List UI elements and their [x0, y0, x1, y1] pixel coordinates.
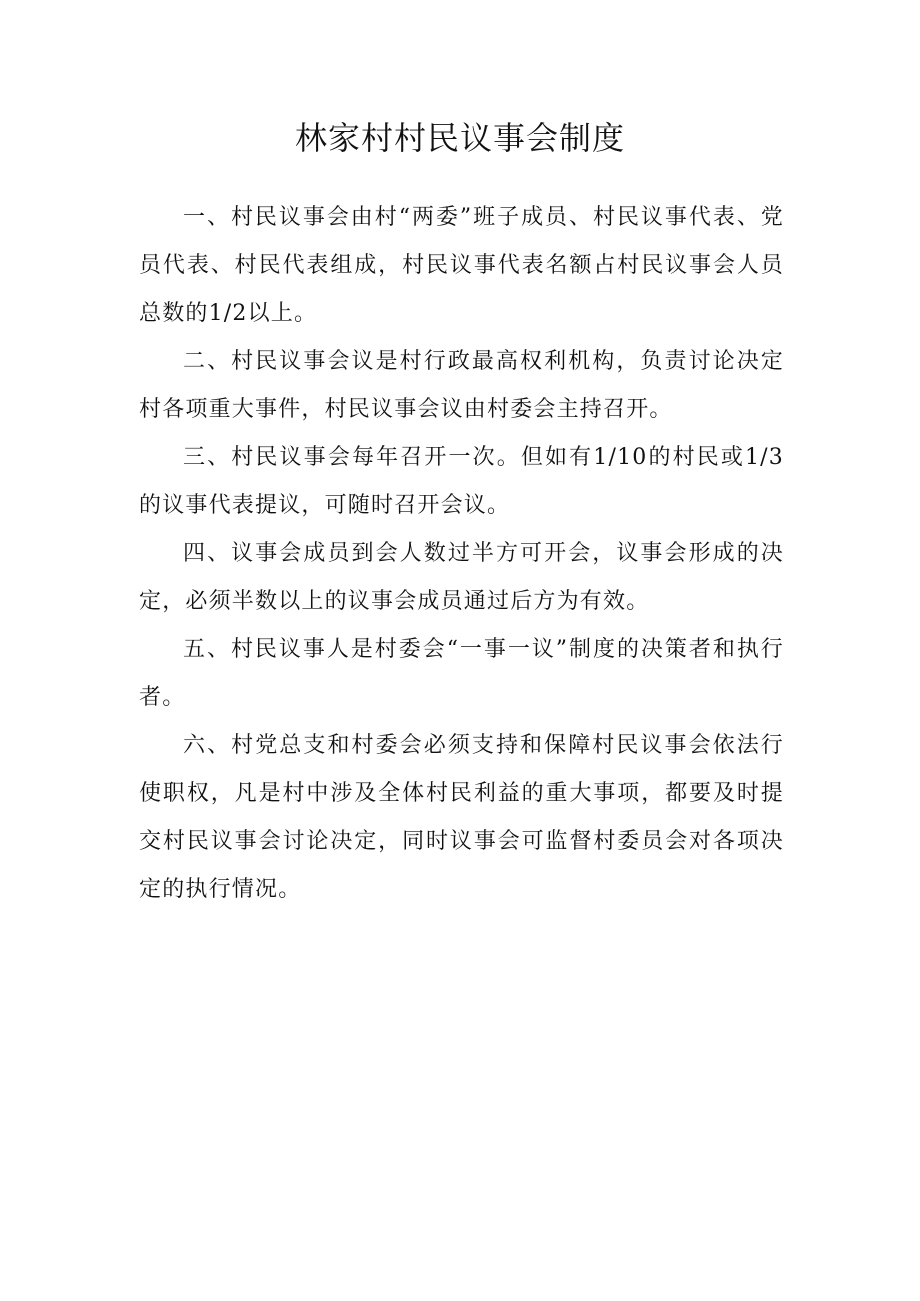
paragraph-1: 一、村民议事会由村“两委”班子成员、村民议事代表、党员代表、村民代表组成，村民议事代表名额占村民议事会人员总数的1/2以上。 — [139, 205, 784, 326]
paragraph-5: 五、村民议事人是村委会“一事一议”制度的决策者和执行者。 — [139, 637, 784, 710]
document-body — [139, 194, 784, 914]
document-title: 林家村村民议事会制度 — [294, 119, 625, 157]
paragraph-2: 二、村民议事会议是村行政最高权利机构，负责讨论决定村各项重大事件，村民议事会议由村委会主持召开。 — [139, 349, 784, 422]
paragraph-4: 四、议事会成员到会人数过半方可开会，议事会形成的决定，必须半数以上的议事会成员通过后方为有效。 — [139, 541, 784, 614]
paragraph-6: 六、村党总支和村委会必须支持和保障村民议事会依法行使职权，凡是村中涉及全体村民利益的重大事项，都要及时提交村民议事会讨论决定，同时议事会可监督村委员会对各项决定的执行情况。 — [139, 733, 784, 902]
paragraph-3: 三、村民议事会每年召开一次。但如有1/10的村民或1/3的议事代表提议，可随时召开会议。 — [139, 445, 784, 518]
